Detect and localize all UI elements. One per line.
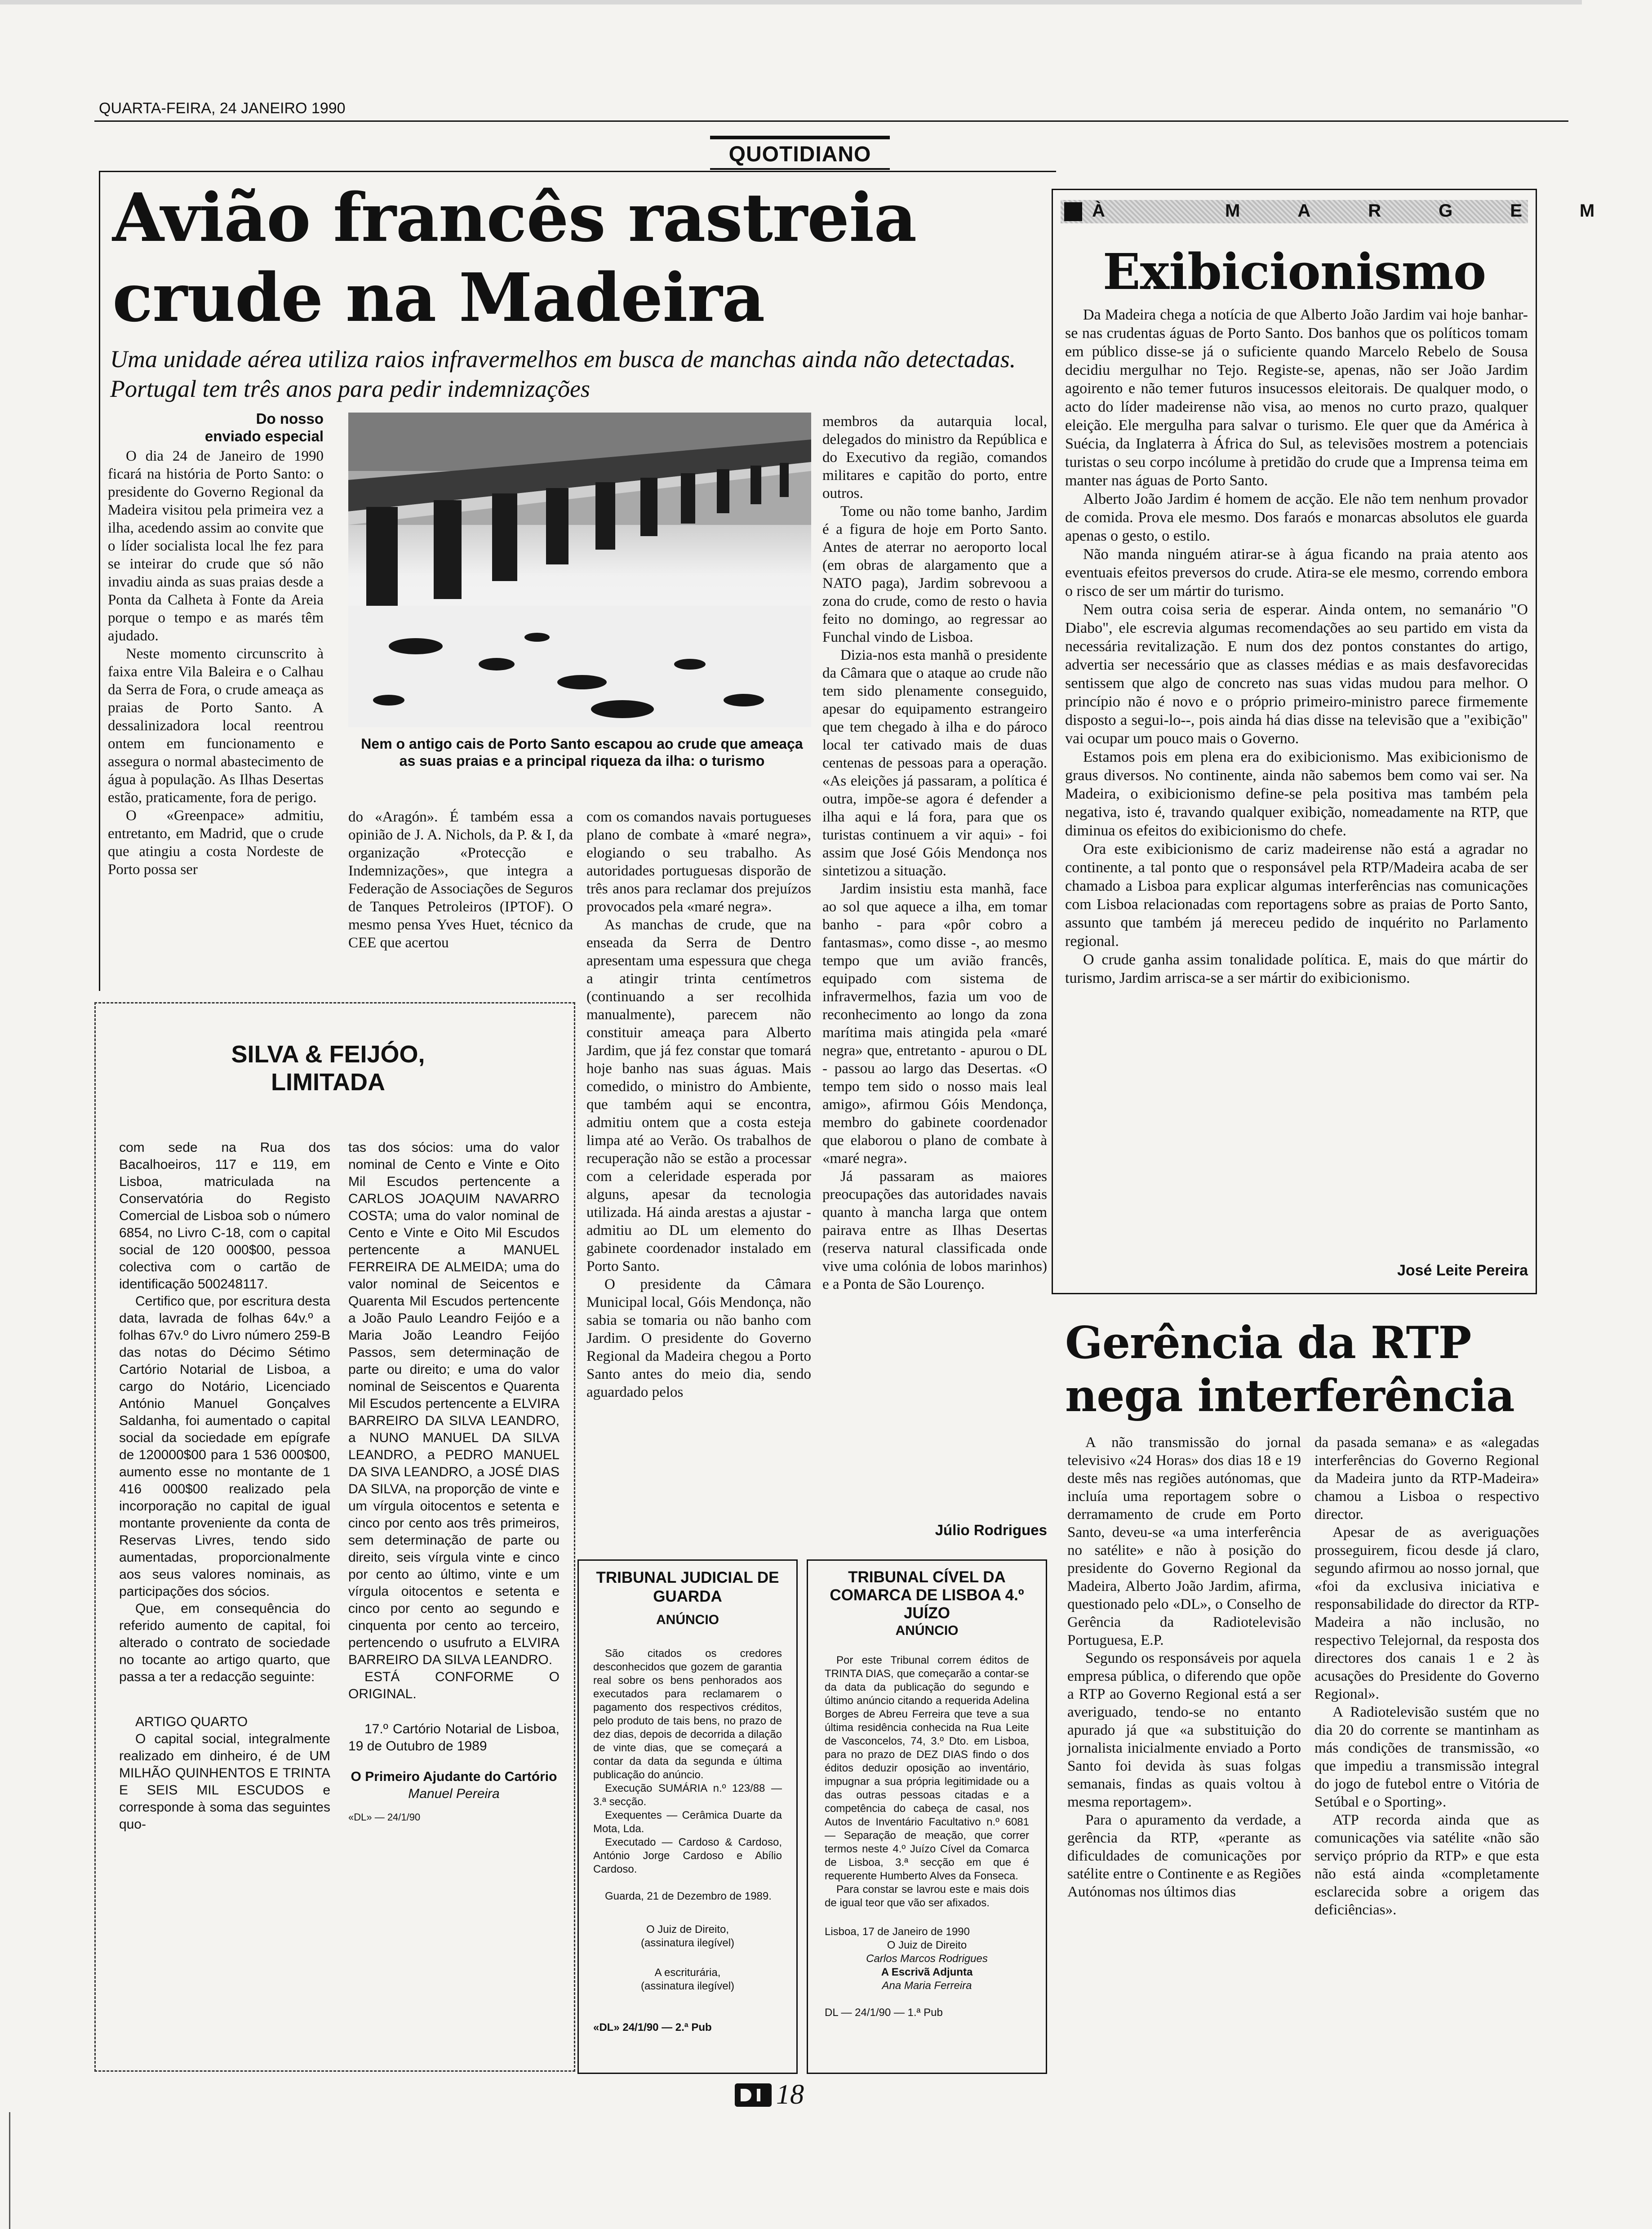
scan-edge-left	[9, 2112, 10, 2229]
paragraph: Tome ou não tome banho, Jardim é a figura de hoje em Porto Santo. Antes de aterrar no aeroporto local (em obras de alargamento que a NATO paga), Jardim sobrevoou a zona do crude, como de resto o havia feito no domingo, ao regressar ao Funchal vindo de Lisboa.	[822, 503, 1047, 645]
paragraph: O capital social, integralmente realizado em dinheiro, é de UM MILHÃO QUINHENTOS E TRINTA E SEIS MIL ESCUDOS e corresponde à soma das seguintes quo-	[119, 1732, 330, 1832]
paragraph: São citados os credores desconhecidos que gozem de garantia real sobre os bens penhorados aos executados para reclamarem o pagamento dos respectivos créditos, pelo produto de tais bens, no prazo de dez dias, depois de decorrida a dilação de vinte dias, que se começará a contar da data da segunda e última publicação do anúncio.	[593, 1647, 782, 1781]
section-label: QUOTIDIANO	[728, 142, 871, 166]
paragraph: do «Aragón». É também essa a opinião de J. A. Nichols, da P. & I, da organização «Protecção e Indemnizações», que integra a Federação de Associações de Seguros de Tanques Petroleiros (IPTOF). O mesmo pensa Yves Huet, técnico da CEE que acertou	[348, 809, 573, 951]
dl-logo-inner-2	[757, 2089, 760, 2101]
paragraph: Para o apuramento da verdade, a gerência da RTP, «perante as dificuldades de comunicações por satélite entre o Continente e as Regiões Autónomas nos últimos dias	[1067, 1812, 1301, 1900]
paragraph: O «Greenpace» admitiu, entretanto, em Madrid, que o crude que atingiu a costa Nordeste de Porto possa ser	[108, 808, 324, 878]
dateline: QUARTA-FEIRA, 24 JANEIRO 1990	[99, 100, 346, 117]
ad-lisboa-body	[825, 1654, 1029, 2020]
scan-edge-top	[0, 0, 1582, 4]
signature-1: O Juiz de Direito,	[646, 1923, 729, 1936]
signature-2: A escriturária,	[654, 1967, 721, 1979]
margem-author: José Leite Pereira	[1397, 1262, 1528, 1279]
photo-caption: Nem o antigo cais de Porto Santo escapou ao crude que ameaça as suas praias e a principal riqueza da ilha: o turismo	[361, 736, 803, 769]
top-rule	[94, 120, 1568, 122]
margem-text	[1065, 306, 1528, 987]
black-square-icon	[1064, 202, 1082, 221]
paragraph: Para constar se lavrou este e mais dois de igual teor que vão ser afixados.	[825, 1883, 1029, 1909]
main-subhead: Uma unidade aérea utiliza raios infravermelhos em busca de manchas ainda não detectadas. Portugal tem três anos para pedir indemnizações	[110, 346, 1016, 402]
paragraph: ESTÁ CONFORME O ORIGINAL.	[348, 1670, 560, 1701]
ad-ref: «DL» 24/1/90 — 2.ª Pub	[593, 2021, 712, 2034]
paragraph: Neste momento circunscrito à faixa entre Vila Baleira e o Calhau da Serra de Fora, o crude ameaça as praias de Porto Santo. A dessalinizadora local reentrou ontem em funcionamento e assegura o normal abastecimento de água à população. As Ilhas Desertas estão, praticamente, fora de perigo.	[108, 646, 324, 806]
paragraph: 17.º Cartório Notarial de Lisboa, 19 de Outubro de 1989	[348, 1722, 560, 1754]
ad-ref: «DL» — 24/1/90	[348, 1812, 421, 1823]
paragraph: com sede na Rua dos Bacalhoeiros, 117 e 119, em Lisboa, matriculada na Conservatória do Registo Comercial de Lisboa sob o número 6854, no Livro C-18, com o capital social de 120 000$00, pessoa colectiva com o cartão de identificação 500248117.	[119, 1140, 330, 1292]
paragraph: Já passaram as maiores preocupações das autoridades navais quanto à mancha larga que ontem pairava entre as Ilhas Desertas (reserva natural classificada onde vive uma colónia de lobos marinhos) e a Ponta de São Lourenço.	[822, 1168, 1047, 1292]
margem-label: À MARGEM	[1092, 201, 1652, 221]
paragraph: Por este Tribunal correm éditos de TRINTA DIAS, que começarão a contar-se da data da publicação do segundo e último anúncio citando a requerida Adelina Borges de Abreu Ferreira que teve a sua última residência conhecida na Rua Leite de Vasconcelos, 74, 3.º Dto. em Lisboa, para no prazo de DEZ DIAS findo o dos éditos deduzir oposição ao inventário, impugnar a sua própria legitimidade ou a das outras pessoas citadas e a competência do cabeça de casal, nos Autos de Inventário Facultativo n.º 6081 — Separação de meação, que correr termos neste 4.º Juízo Cível da Comarca de Lisboa, 3.ª secção em que é requerente Humberto Alves da Fonseca.	[825, 1654, 1029, 1882]
article-col-3	[586, 808, 811, 1401]
article-col-1	[108, 447, 324, 879]
ad-guarda-body	[593, 1647, 782, 2034]
paragraph: tas dos sócios: uma do valor nominal de Cento e Vinte e Oito Mil Escudos pertencente a CARLOS JOAQUIM NAVARRO COSTA; uma do valor nominal de Cento e Vinte e Oito Mil Escudos pertencente a MANUEL FERREIRA DE ALMEIDA; uma do valor nominal de Seicentos e Quarenta Mil Escudos pertencente a João Paulo Leandro Feijóo e a Maria João Leandro Feijóo Passos, sem determinação de parte ou direito; e uma do valor nominal de Seiscentos e Quarenta Mil Escudos pertencente a ELVIRA BARREIRO DA SILVA LEANDRO, a NUNO MANUEL DA SILVA LEANDRO, a PEDRO MANUEL DA SIVA LEANDRO, a JOSÉ DIAS DA SILVA, na proporção de vinte e um vírgula oitocentos e setenta e cinco por cento aos três primeiros, sem determinação de parte ou direito, seis vírgula vinte e cinco por cento ao último, vinte e um vírgula oitocentos e setenta e cinco por cento ao segundo e cinquenta por cento ao terceiro, pertencendo o usufruto a ELVIRA BARREIRO DA SILVA LEANDRO.	[348, 1140, 560, 1667]
signature-1: O Juiz de Direito	[887, 1939, 967, 1951]
signature-2b: (assinatura ilegível)	[640, 1980, 735, 1992]
ad-date: Guarda, 21 de Dezembro de 1989.	[605, 1890, 772, 1902]
signature-1b: Carlos Marcos Rodrigues	[866, 1953, 988, 1965]
artigo-heading: ARTIGO QUARTO	[135, 1714, 248, 1729]
rtp-col-1	[1067, 1434, 1301, 1901]
ad-silva-title: SILVA & FEIJÓO, LIMITADA	[231, 1041, 425, 1096]
signature-1b: (assinatura ilegível)	[640, 1937, 735, 1949]
ad-lisboa-subtitle: ANÚNCIO	[895, 1623, 959, 1638]
paragraph: membros da autarquia local, delegados do ministro da República e do Executivo da região, comandos militares e capitão do porto, entre outros.	[822, 413, 1047, 502]
paragraph: Estamos pois em plena era do exibicionismo. Mas exibicionismo de graus diversos. No continente, ainda não sabemos bem como vai ser. Na Madeira, o exibicionismo define-se pela positiva mas também pela negativa, isto é, travando qualquer exibição, nomeadamente na RTP, que diminua os efeitos do exibicionismo do chefe.	[1065, 749, 1528, 839]
signer-name: Manuel Pereira	[408, 1786, 500, 1801]
paragraph: Dizia-nos esta manhã o presidente da Câmara que o ataque ao crude não tem sido plenamente conseguido, apesar do equipamento estrangeiro que tem chegado à ilha e do pároco local ter cativado mais de duas centenas de pessoas para a operação. «As eleições já passaram, a política é outra, impõe-se agora é defender a ilha aqui e lá fora, para que os turistas continuem a vir aqui» - foi assim que José Góis Mendonça nos sintetizou a situação.	[822, 647, 1047, 879]
section-rule	[710, 168, 890, 170]
ad-ref: DL — 24/1/90 — 1.ª Pub	[825, 2007, 943, 2019]
ad-date: Lisboa, 17 de Janeiro de 1990	[825, 1926, 970, 1938]
paragraph: As manchas de crude, que na enseada da Serra de Dentro apresentam uma espessura que chega a atingir trinta centímetros (continuando a ser recolhida manualmente), parecem não constituir ameaça para Alberto Jardim, que já fez constar que tomará hoje banho nas suas águas. Mais comedido, o ministro do Ambiente, que também aqui se encontra, admitiu ontem que a costa esteja limpa até ao Verão. Os trabalhos de recuperação não se estão a processar com a celeridade esperada por alguns, apesar da tecnologia utilizada. Há ainda arestas a ajustar - admitiu ao DL um elemento do gabinete coordenador instalado em Porto Santo.	[586, 917, 811, 1274]
paragraph: A não transmissão do jornal televisivo «24 Horas» dos dias 18 e 19 deste mês nas regiões autónomas, que incluía uma reportagem sobre o derramamento de crude em Porto Santo, deveu-se «a uma interferência no satélite» e não à posição do presidente do Governo Regional da Madeira, Alberto João Jardim, afirma, questionado pelo «DL», o Conselho de Gerência da Radiotelevisão Portuguesa, E.P.	[1067, 1434, 1301, 1648]
paragraph: Não manda ninguém atirar-se à água ficando na praia atento aos eventuais efeitos preversos do crude. Atira-se ele mesmo, correndo embora o risco de ser um mártir do turismo.	[1065, 546, 1528, 599]
article-frame-top	[99, 171, 1056, 172]
paragraph: Ora este exibicionismo de cariz madeirense não está a agradar no continente, a tal ponto que o responsável pela RTP/Madeira acaba de ser chamado a Lisboa para explicar algumas interferências nas comunicações com Lisboa relacionadas com reportagens sobre as praias de Porto Santo, assunto que também já mereceu pedido de inquérito no Parlamento regional.	[1065, 841, 1528, 950]
signer-title: O Primeiro Ajudante do Cartório	[351, 1769, 557, 1784]
paragraph: Apesar de as averiguações prosseguirem, ficou desde já claro, segundo afirmou ao nosso jornal, que «foi da exclusiva iniciativa e responsabilidade do director da RTP-Madeira a não inclusão, no respectivo Telejornal, da resposta dos directores dos canais 1 e 2 às acusações do Presidente do Governo Regional».	[1314, 1524, 1539, 1702]
paragraph: Jardim insistiu esta manhã, face ao sol que aquece a ilha, em tomar banho - para «pôr cobro a fantasmas», como disse -, ao mesmo tempo que um avião francês, equipado com sistema de infravermelhos, fazia um voo de reconhecimento ao longo da zona marítima mais atingida pela «maré negra» que, entretanto - apurou o DL - passou ao largo das Desertas. «O tempo tem sido o nosso mais leal amigo», afirmou Góis Mendonça, membro do gabinete coordenador que elaborou o plano de combate à «maré negra».	[822, 881, 1047, 1167]
rtp-col-2	[1314, 1434, 1539, 1919]
paragraph: A Radiotelevisão sustém que no dia 20 do corrente se mantinham as más condições de transmissão, «o que impediu a transmissão integral do jogo de futebol entre o Vitória de Setúbal e o Sporting».	[1314, 1704, 1539, 1810]
main-headline: Avião francês rastreia crude na Madeira	[112, 178, 917, 337]
signature-2: A Escrivã Adjunta	[881, 1966, 973, 1978]
paragraph: Da Madeira chega a notícia de que Alberto João Jardim vai hoje banhar-se nas crudentas águas de Porto Santo. Dos banhos que os políticos tomam em público disse-se já o suficiente quando Marcelo Rebelo de Sousa decidiu mergulhar no Tejo. Registe-se, apenas, não ser João Jardim agoirento e não temer futuros insucessos eleitorais. De qualquer modo, o acto do líder madeirense não visa, ao menos no curto prazo, qualquer eleição. Ele mergulha para salvar o turismo. Ele quer que da América à Suécia, da Inglaterra à África do Sul, as televisões mostrem a potenciais turistas o seu corpo incólume à pretidão do crude que a Imprensa teima em manter nas águas de Porto Santo.	[1065, 306, 1528, 489]
rtp-headline: Gerência da RTP nega interferência	[1065, 1317, 1514, 1422]
article-author: Júlio Rodrigues	[935, 1522, 1047, 1538]
pier-image-icon	[348, 413, 811, 727]
ad-guarda-title: TRIBUNAL JUDICIAL DE GUARDA	[596, 1569, 779, 1605]
byline-top: Do nosso enviado especial	[204, 410, 324, 444]
ad-lisboa-title: TRIBUNAL CÍVEL DA COMARCA DE LISBOA 4.º JUÍZO	[830, 1568, 1024, 1622]
ad-silva-col-1	[119, 1139, 330, 1833]
paragraph: Segundo os responsáveis por aquela empresa pública, o diferendo que opõe a RTP ao Governo Regional está a ser averiguado, tendo-se no entanto apurado já que «a substituição do jornalista inicialmente enviado a Porto Santo foi devida às suas folgas semanais, findas as quais voltou à mesma reportagem».	[1067, 1650, 1301, 1810]
paragraph: Exequentes — Cerâmica Duarte da Mota, Lda.	[593, 1809, 782, 1835]
paragraph: ATP recorda ainda que as comunicações via satélite «não são serviço próprio da RTP» e que esta não está ainda «completamente esclarecida sobre a origem das deficiências».	[1314, 1812, 1539, 1918]
paragraph: O crude ganha assim tonalidade política. E, mais do que mártir do turismo, Jardim arrisca-se a ser mártir do exibicionismo.	[1065, 951, 1528, 986]
article-photo	[348, 413, 811, 727]
paragraph: Que, em consequência do referido aumento de capital, foi alterado o contrato de sociedade no tocante ao artigo quarto, que passa a ter a redacção seguinte:	[119, 1601, 330, 1684]
page-number: 18	[776, 2079, 804, 2110]
article-col-4	[822, 413, 1047, 1293]
paragraph: Alberto João Jardim é homem de acção. Ele não tem nenhum provador de comida. Prova ele mesmo. Dos faraós e monarcas absolutos ele guarda apenas o gesto, o estilo.	[1065, 491, 1528, 544]
signature-2b: Ana Maria Ferreira	[882, 1980, 972, 1992]
article-col-2	[348, 808, 573, 952]
paragraph: Execução SUMÁRIA n.º 123/88 — 3.ª secção.	[593, 1782, 782, 1808]
paragraph: Nem outra coisa seria de esperar. Ainda ontem, no semanário "O Diabo", ele escrevia algumas recomendações ao seu partido em vista da necessária revitalização. E num dos dez pontos constantes do artigo, advertia ser necessário que as classes médias e as mais desfavorecidas sentissem que algo de concreto nas suas vidas mudou para melhor. O princípio não é novo e o próprio primeiro-ministro parece firmemente disposto a segui-lo--, pois ainda há dias disse na televisão que a "exibição" vai ocupar um pouco mais o Governo.	[1065, 601, 1528, 747]
paragraph: da pasada semana» e as «alegadas interferências do Governo Regional da Madeira junto da RTP-Madeira» chamou a Lisboa o respectivo director.	[1314, 1434, 1539, 1523]
paragraph: O presidente da Câmara Municipal local, Góis Mendonça, não sabia se tomaria ou não banho com Jardim. O presidente do Governo Regional da Madeira chegou a Porto Santo antes do meio dia, sendo aguardado pelos	[586, 1276, 811, 1400]
ad-guarda-subtitle: ANÚNCIO	[656, 1612, 719, 1627]
paragraph: O dia 24 de Janeiro de 1990 ficará na história de Porto Santo: o presidente do Governo Regional da Madeira visitou pela primeira vez a ilha, acedendo assim ao convite que o líder socialista local lhe fez para se inteirar do crude que só não invadiu ainda as suas praias desde a Ponta da Calheta à Fonte da Areia porque o tempo e as marés têm ajudado.	[108, 448, 324, 644]
paragraph: Certifico que, por escritura desta data, lavrada de folhas 64v.º a folhas 67v.º do Livro número 259-B das notas do Décimo Sétimo Cartório Notarial de Lisboa, a cargo do Notário, Licenciado António Manuel Gonçalves Saldanha, foi aumentado o capital social da sociedade em epígrafe de 120000$00 para 1 536 000$00, aumento esse no montante de 1 416 000$00 realizado pela incorporação no capital de igual montante proveniente da conta de Reservas Livres, tendo sido aumentadas, proporcionalmente aos seus valores nominais, as participações dos sócios.	[119, 1294, 330, 1599]
section-bar	[710, 136, 890, 139]
paragraph: com os comandos navais portugueses plano de combate à «maré negra», elogiando o seu trabalho. As autoridades portuguesas disporão de três anos para reclamar dos prejuízos provocados pela «maré negra».	[586, 809, 811, 915]
paragraph: Executado — Cardoso & Cardoso, António Jorge Cardoso e Abílio Cardoso.	[593, 1836, 782, 1875]
margem-title: Exibicionismo	[1102, 243, 1486, 301]
article-frame-left	[99, 171, 100, 991]
ad-silva-col-2	[348, 1139, 560, 1826]
